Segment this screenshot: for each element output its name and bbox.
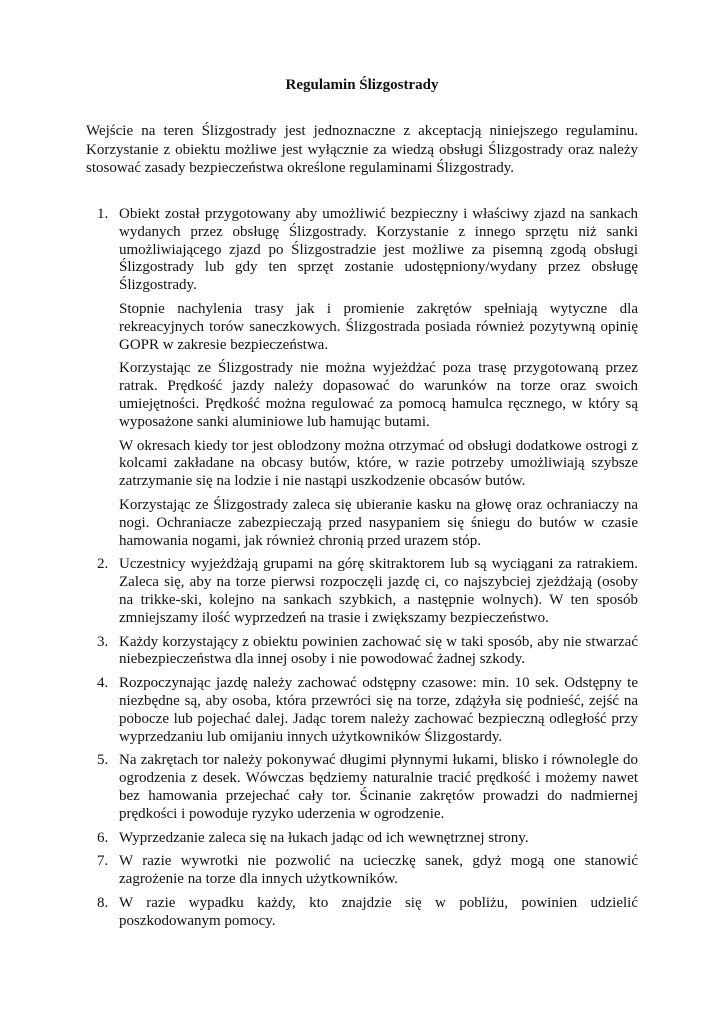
- rule-item-8: [86, 895, 638, 931]
- rule-paragraph: Obiekt został przygotowany aby umożliwić bezpieczny i właściwy zjazd na sankach wydanych przez obsługę Ślizgostrady. Korzystanie z innego sprzętu niż sanki umożliwiającego zjazd po Ślizgostradzie jest możliwe za pisemną zgodą obsługi Ślizgostrady lub gdy ten sprzęt zostanie udostępniony/wydany przez obsługę Ślizgostrady.: [119, 206, 638, 294]
- rule-number: 7.: [97, 853, 109, 870]
- rule-number: 2.: [97, 556, 109, 573]
- rule-paragraph: Rozpoczynając jazdę należy zachować odstępny czasowe: min. 10 sek. Odstępny te niezbędne są, aby osoba, która przewróci się na torze, zdążyła się podnieść, zejść na pobocze lub pojechać dalej. Jadąc torem należy zachować bezpieczną odległość przy wyprzedzaniu lub omijaniu innych użytkowników Ślizgostardy.: [119, 675, 638, 745]
- rule-paragraph: Korzystając ze Ślizgostrady nie można wyjeżdżać poza trasę przygotowaną przez ratrak. Prędkość jazdy należy dopasować do warunków na torze oraz swoich umiejętności. Prędkość można regulować za pomocą hamulca ręcznego, w który są wyposażone sanki aluminiowe lub hamując butami.: [119, 360, 638, 430]
- rule-paragraph: Każdy korzystający z obiektu powinien zachować się w taki sposób, aby nie stwarzać niebezpieczeństwa dla innej osoby i nie powodować żadnej szkody.: [119, 633, 638, 668]
- rule-paragraph: W razie wypadku każdy, kto znajdzie się w pobliżu, powinien udzielić poszkodowanym pomocy.: [119, 894, 638, 929]
- rule-number: 6.: [97, 829, 109, 846]
- rule-paragraph: W razie wywrotki nie pozwolić na ucieczkę sanek, gdyż mogą one stanowić zagrożenie na torze dla innych użytkowników.: [119, 853, 638, 888]
- rule-item-4: [86, 675, 638, 746]
- rule-number: 5.: [97, 752, 109, 769]
- rule-item-1: [86, 206, 638, 550]
- document-title: Regulamin Ślizgostrady: [285, 77, 439, 93]
- rule-item-2: [86, 556, 638, 627]
- rule-item-3: [86, 634, 638, 670]
- rule-number: 8.: [97, 894, 109, 911]
- rule-number: 3.: [97, 633, 109, 650]
- rule-item-6: [86, 830, 638, 848]
- rule-item-5: [86, 752, 638, 823]
- rule-paragraph: Stopnie nachylenia trasy jak i promienie zakrętów spełniają wytyczne dla rekreacyjnych torów saneczkowych. Ślizgostrada posiada również pozytywną opinię GOPR w zakresie bezpieczeństwa.: [119, 300, 638, 353]
- rule-paragraph: W okresach kiedy tor jest oblodzony można otrzymać od obsługi dodatkowe ostrogi z kolcami zakładane na obcasy butów, które, w razie potrzeby umożliwiają szybsze zatrzymanie się na lodzie i nie nastąpi uszkodzenie obcasów butów.: [119, 437, 638, 490]
- rule-number: 4.: [97, 675, 109, 692]
- rules-list: [86, 206, 638, 936]
- rule-paragraph: Wyprzedzanie zaleca się na łukach jadąc od ich wewnętrznej strony.: [119, 829, 529, 846]
- rule-paragraph: Na zakrętach tor należy pokonywać długimi płynnymi łukami, blisko i równolegle do ogrodzenia z desek. Wówczas będziemy naturalnie tracić prędkość i możemy nawet bez hamowania przejechać cały tor. Ścinanie zakrętów prowadzi do nadmiernej prędkości i powoduje ryzyko uderzenia w ogrodzenie.: [119, 752, 638, 822]
- intro-paragraph: Wejście na teren Ślizgostrady jest jednoznaczne z akceptacją niniejszego regulaminu. Korzystanie z obiektu możliwe jest wyłącznie za wiedzą obsługi Ślizgostrady oraz należy stosować zasady bezpieczeństwa określone regulaminami Ślizgostrady.: [86, 123, 638, 176]
- rule-number: 1.: [97, 206, 109, 222]
- rule-paragraph: Uczestnicy wyjeżdżają grupami na górę skitraktorem lub są wyciągani za ratrakiem. Zaleca się, aby na torze pierwsi rozpoczęli jazdę ci, co najszybciej zjeżdżają (osoby na trikke-ski, kolejno na sankach szybkich, a następnie wolnych). W ten sposób zmniejszamy ilość wyprzedzeń na trasie i zwiększamy bezpieczeństwo.: [119, 556, 638, 626]
- rule-paragraph: Korzystając ze Ślizgostrady zaleca się ubieranie kasku na głowę oraz ochraniaczy na nogi. Ochraniacze zabezpieczają przed nasypaniem się śniegu do butów w czasie hamowania nogami, jak również chronią przed urazem stóp.: [119, 496, 638, 549]
- rule-item-7: [86, 853, 638, 889]
